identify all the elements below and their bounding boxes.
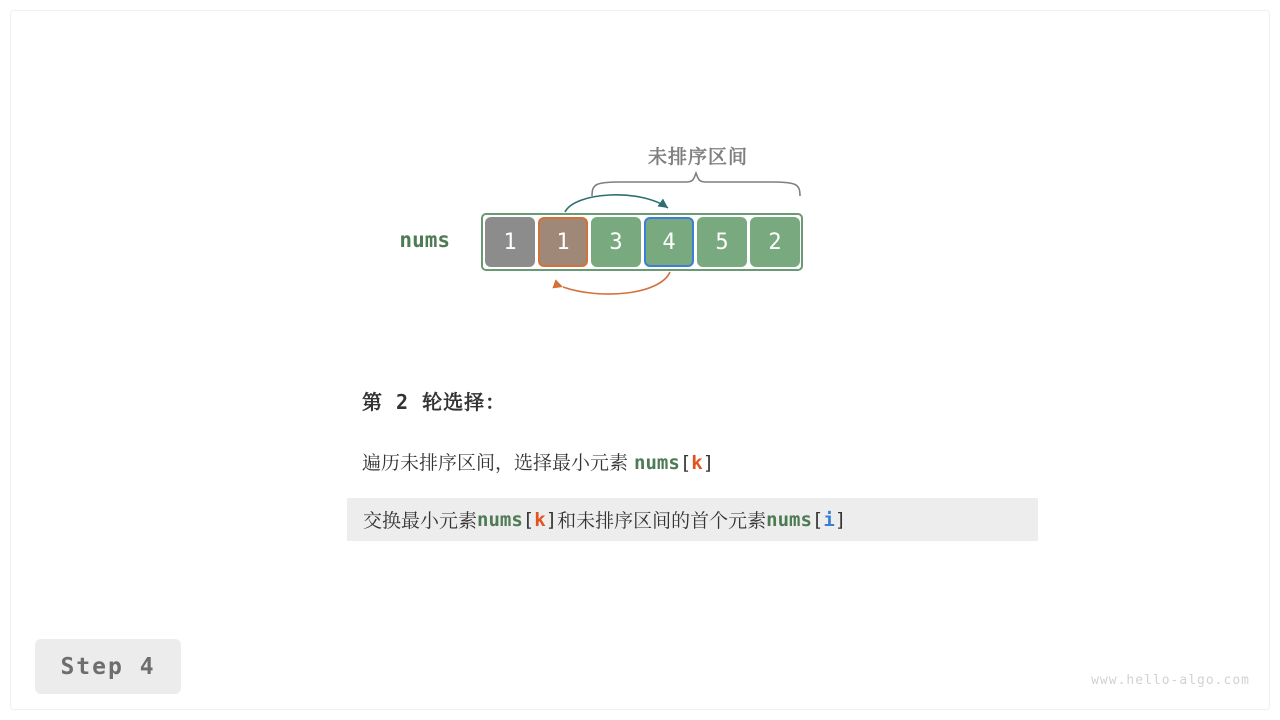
bracket-close: ] [702,452,715,474]
array-cell: 5 [697,217,747,267]
bracket-open: [ [811,508,824,531]
desc-prefix-2: 交换最小元素 [363,510,478,532]
code-nums: nums [766,508,812,531]
code-nums: nums [634,452,680,474]
array-name-label: nums [399,228,450,252]
round-title: 第 2 轮选择： [362,390,507,414]
swap-arrow [563,272,670,294]
array-cell: 3 [591,217,641,267]
description-line-2-highlighted [347,498,1038,541]
unsorted-brace [592,173,800,196]
array-diagram [0,0,1280,340]
code-index-i: i [823,508,835,531]
annotation-arrows [0,0,1280,340]
step-badge: Step 4 [35,639,181,694]
bracket-open: [ [679,452,692,474]
code-nums: nums [477,508,523,531]
bracket-close: ] [834,508,847,531]
bracket-open: [ [522,508,535,531]
code-index-k: k [534,508,546,531]
array-cell: 1 [485,217,535,267]
unsorted-range-label: 未排序区间 [647,146,748,168]
scan-arrow [565,195,668,212]
array-cell: 1 [538,217,588,267]
watermark: www.hello-algo.com [1091,673,1250,688]
array-cell: 4 [644,217,694,267]
code-index-k: k [691,452,703,474]
desc-middle-2: 和未排序区间的首个元素 [557,510,767,532]
desc-prefix: 遍历未排序区间，选择最小元素 [362,452,635,474]
array-cell: 2 [750,217,800,267]
description-line-1 [362,448,714,475]
bracket-close: ] [545,508,558,531]
